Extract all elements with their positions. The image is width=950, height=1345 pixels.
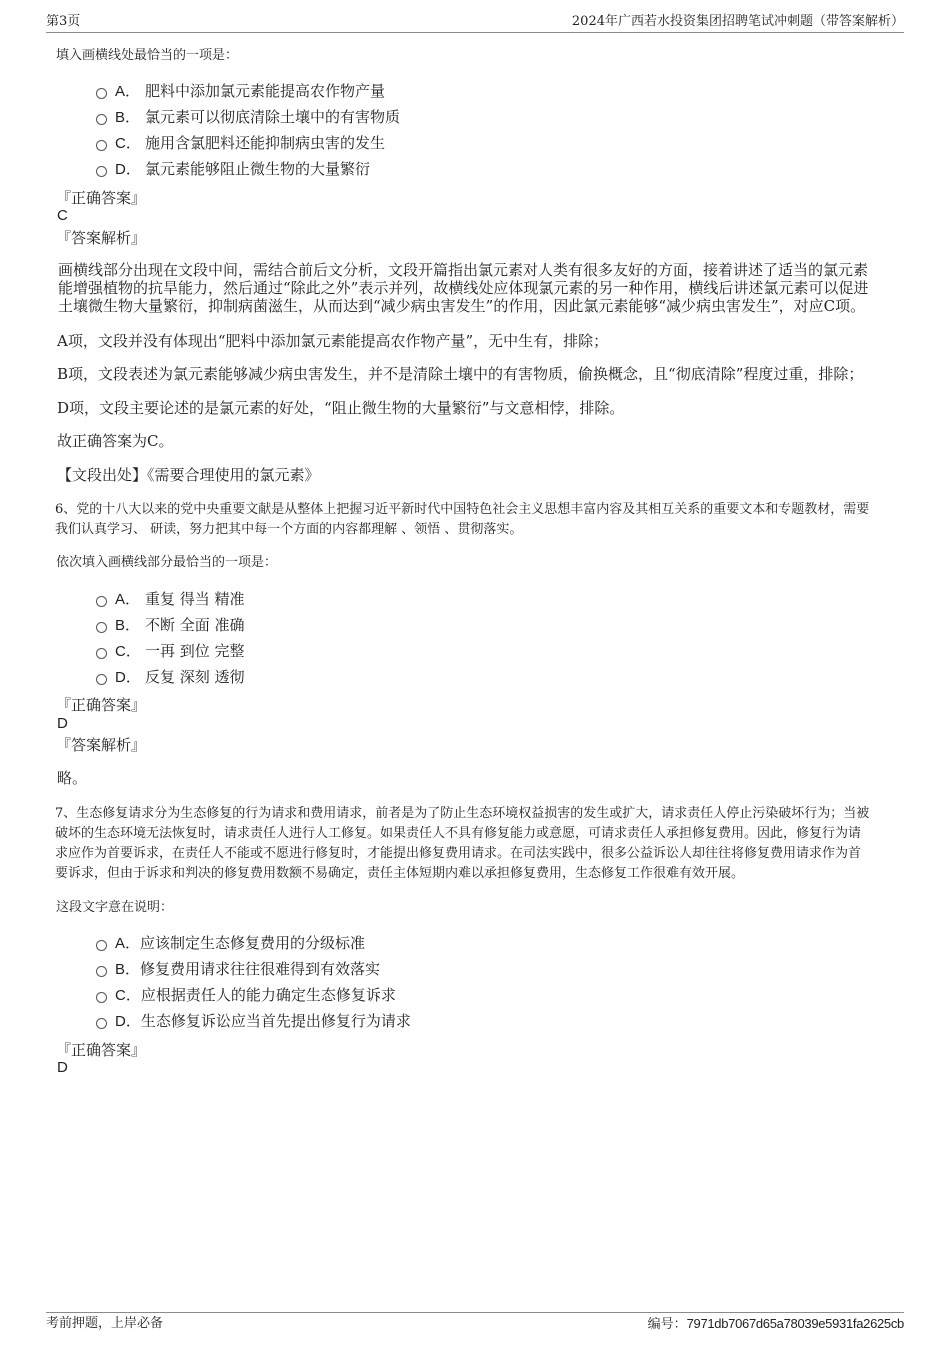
q7-stem-line-1: 7、生态修复请求分为生态修复的行为请求和费用请求，前者是为了防止生态环境权益损害的发生或扩大，请求责任人停止污染破坏行为；当被 <box>55 806 870 821</box>
q5-analysis-line-1: 画横线部分出现在文段中间，需结合前后文分析，文段开篇指出氯元素对人类有很多友好的方面，接着讲述了适当的氯元素 <box>58 261 869 279</box>
q7-option-b[interactable] <box>96 958 380 980</box>
option-letter: D． <box>115 669 141 686</box>
q6-option-c[interactable] <box>96 640 245 662</box>
q5-analysis-b: B项，文段表述为氯元素能够减少病虫害发生，并不是清除土壤中的有害物质，偷换概念，且“彻底清除”程度过重，排除； <box>57 365 864 383</box>
q6-analysis-label: 『答案解析』 <box>56 736 147 754</box>
q7-prompt: 这段文字意在说明： <box>56 900 174 915</box>
q6-analysis: 略。 <box>57 769 88 787</box>
option-text: 修复费用请求往往很难得到有效落实 <box>140 960 381 978</box>
page-header <box>46 14 904 33</box>
q7-stem-line-3: 求应作为首要诉求，在责任人不能或不愿进行修复时，才能提出修复费用请求。在司法实践中，很多公益诉讼人却往往将修复费用请求作为首 <box>55 846 862 861</box>
radio-icon[interactable] <box>96 596 107 607</box>
option-letter: D． <box>115 161 141 178</box>
option-text: 氯元素可以彻底清除土壤中的有害物质 <box>145 108 401 126</box>
q5-conclusion: 故正确答案为C。 <box>57 432 174 450</box>
option-letter: B． <box>115 109 141 126</box>
q5-prompt: 填入画横线处最恰当的一项是： <box>56 48 239 63</box>
q7-stem-line-4: 要诉求，但由于诉求和判决的修复费用数额不易确定，责任主体短期内难以承担修复费用，生态修复工作很难有效开展。 <box>55 866 745 881</box>
radio-icon[interactable] <box>96 622 107 633</box>
radio-icon[interactable] <box>96 114 107 125</box>
option-text: 一再 到位 完整 <box>145 642 245 660</box>
q6-option-b[interactable] <box>96 614 245 636</box>
option-letter: B． <box>115 961 141 978</box>
q7-stem-line-2: 破坏的生态环境无法恢复时，请求责任人进行人工修复。如果责任人不具有修复能力或意愿，可请求责任人承担修复费用。因此，修复行为请 <box>55 826 862 841</box>
q6-answer-label: 『正确答案』 <box>56 696 147 714</box>
option-text: 重复 得当 精准 <box>145 590 245 608</box>
page-footer <box>46 1312 904 1336</box>
q7-option-a[interactable] <box>96 932 365 954</box>
q6-prompt: 依次填入画横线部分最恰当的一项是： <box>56 555 278 570</box>
option-letter: B． <box>115 617 141 634</box>
option-letter: A． <box>115 591 141 608</box>
option-text: 生态修复诉讼应当首先提出修复行为请求 <box>140 1012 411 1030</box>
radio-icon[interactable] <box>96 674 107 685</box>
option-text: 氯元素能够阻止微生物的大量繁衍 <box>145 160 371 178</box>
option-letter: C． <box>115 987 141 1004</box>
q5-option-d[interactable] <box>96 158 370 180</box>
q5-analysis-d: D项，文段主要论述的是氯元素的好处，“阻止微生物的大量繁衍”与文意相悖，排除。 <box>57 399 625 417</box>
radio-icon[interactable] <box>96 166 107 177</box>
footer-code-value: 7971db7067d65a78039e5931fa2625cb <box>686 1316 904 1331</box>
q6-option-a[interactable] <box>96 588 245 610</box>
option-letter: C． <box>115 135 141 152</box>
option-text: 应根据责任人的能力确定生态修复诉求 <box>140 986 396 1004</box>
option-letter: C． <box>115 643 141 660</box>
q5-answer: C <box>57 207 68 224</box>
q5-analysis-a: A项，文段并没有体现出“肥料中添加氯元素能提高农作物产量”，无中生有，排除； <box>57 332 609 350</box>
option-letter: A． <box>115 935 141 952</box>
radio-icon[interactable] <box>96 1018 107 1029</box>
q7-option-d[interactable] <box>96 1010 411 1032</box>
q7-answer: D <box>57 1059 68 1076</box>
q6-stem-line-2: 我们认真学习、 研读，努力把其中每一个方面的内容都理解 、领悟 、贯彻落实。 <box>55 522 523 537</box>
radio-icon[interactable] <box>96 88 107 99</box>
option-text: 反复 深刻 透彻 <box>145 668 245 686</box>
radio-icon[interactable] <box>96 992 107 1003</box>
q7-option-c[interactable] <box>96 984 396 1006</box>
document-title: 2024年广西若水投资集团招聘笔试冲刺题（带答案解析） <box>571 14 904 29</box>
q5-option-a[interactable] <box>96 80 385 102</box>
q5-analysis-line-2: 能增强植物的抗旱能力，然后通过“除此之外”表示并列，故横线处应体现氯元素的另一种作用，横线后讲述氯元素可以促进 <box>58 279 869 297</box>
q6-stem-line-1: 6、党的十八大以来的党中央重要文献是从整体上把握习近平新时代中国特色社会主义思想丰富内容及其相互关系的重要文本和专题教材，需要 <box>55 502 870 517</box>
footer-code-label: 编号： <box>647 1317 687 1332</box>
radio-icon[interactable] <box>96 140 107 151</box>
footer-code <box>648 1316 904 1333</box>
q5-analysis-line-3: 土壤微生物大量繁衍，抑制病菌滋生，从而达到“减少病虫害发生”的作用，因此氯元素能够“减少病虫害发生”，对应C项。 <box>58 297 866 315</box>
option-letter: A． <box>115 83 141 100</box>
radio-icon[interactable] <box>96 940 107 951</box>
option-letter: D． <box>115 1013 141 1030</box>
option-text: 不断 全面 准确 <box>145 616 245 634</box>
option-text: 施用含氯肥料还能抑制病虫害的发生 <box>145 134 386 152</box>
q5-source: 【文段出处】《需要合理使用的氯元素》 <box>57 466 320 484</box>
q6-option-d[interactable] <box>96 666 245 688</box>
radio-icon[interactable] <box>96 648 107 659</box>
radio-icon[interactable] <box>96 966 107 977</box>
q6-answer: D <box>57 715 68 732</box>
option-text: 肥料中添加氯元素能提高农作物产量 <box>145 82 386 100</box>
q7-answer-label: 『正确答案』 <box>56 1041 147 1059</box>
q5-answer-label: 『正确答案』 <box>56 189 147 207</box>
footer-slogan: 考前押题，上岸必备 <box>46 1316 164 1331</box>
option-text: 应该制定生态修复费用的分级标准 <box>140 934 366 952</box>
q5-analysis-label: 『答案解析』 <box>56 229 147 247</box>
page-number: 第3页 <box>46 14 81 29</box>
q5-option-c[interactable] <box>96 132 385 154</box>
q5-option-b[interactable] <box>96 106 400 128</box>
